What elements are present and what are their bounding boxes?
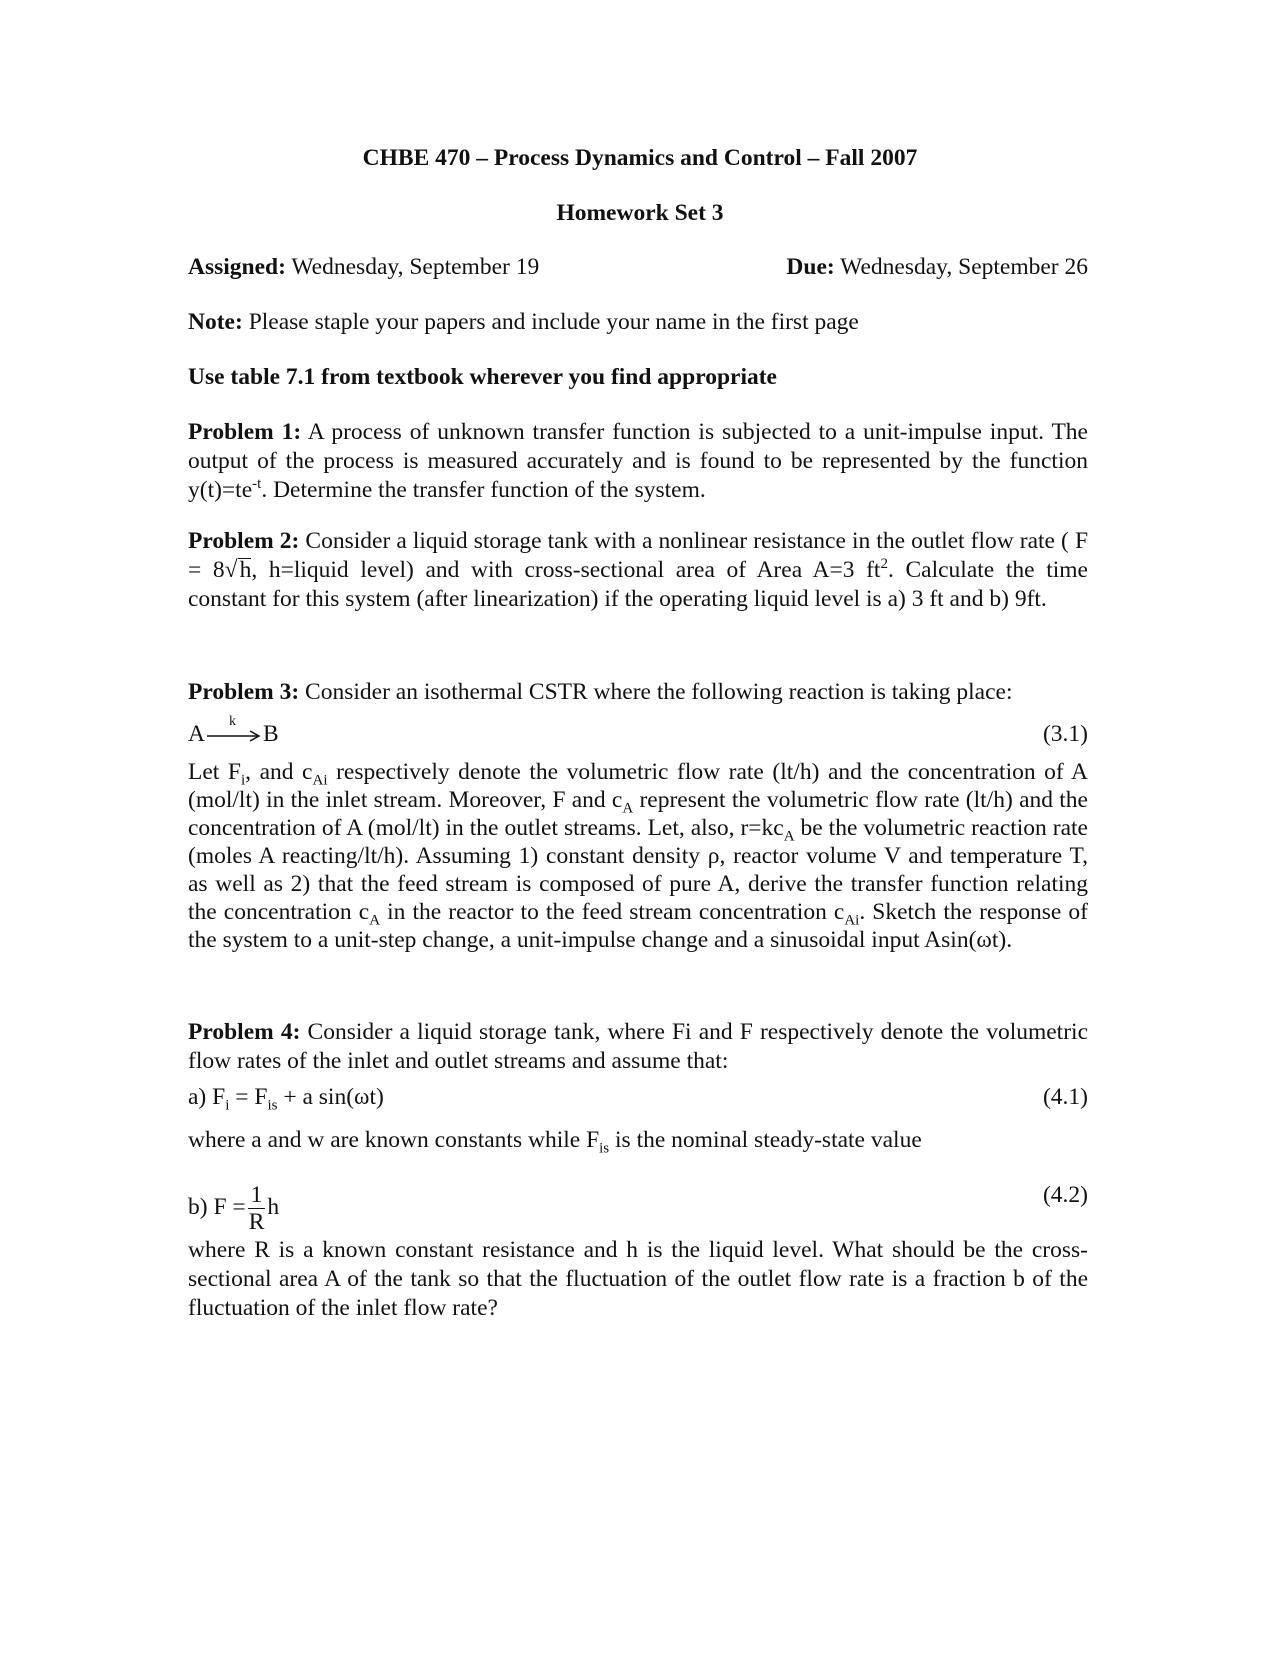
course-title: CHBE 470 – Process Dynamics and Control – Fall 2007: [362, 145, 918, 171]
note-line: Note: Please staple your papers and include your name in the first page: [188, 309, 859, 335]
problem-4-label: Problem 4:: [188, 1019, 301, 1045]
instruction-line: Use table 7.1 from textbook wherever you find appropriate: [188, 364, 777, 390]
equation-4-2: [188, 1166, 1088, 1235]
flow-formula: F = 8√h: [188, 528, 1089, 583]
problem-2: Problem 2: Consider a liquid storage tank with a nonlinear resistance in the outlet flow rate ( F = 8√h, h=liquid level) and with cross-sectional area of Area A=3 $ft^2$. Calculate the time constant for this system (after linearization) if the operating liquid level is a) 3 ft and b) 9ft.: [188, 528, 1089, 612]
problem-2-label: Problem 2:: [188, 528, 300, 554]
equation-number-4-1: (4.1): [1042, 1084, 1088, 1110]
problem-4-closing: where R is a known constant resistance and h is the liquid level. What should be the cross-sectional area A of the tank so that the fluctuation of the outlet flow rate is a fraction b of the fluctuation of the inlet flow rate?: [188, 1237, 1088, 1321]
equation-4-2-formula: b) F = $\frac{1}{R}$ h: [188, 1182, 280, 1235]
reaction-arrow-icon: k: [205, 726, 263, 746]
problem-3-intro: Problem 3: Consider an isothermal CSTR where the following reaction is taking place:: [188, 679, 1013, 705]
problem-3-label: Problem 3:: [188, 679, 300, 705]
equation-4-1: a) $F_i = F_{is} + a$ sin(ωt) (4.1): [188, 1084, 1088, 1114]
fraction-1-over-r: $\frac{1}{R}$: [248, 1182, 265, 1235]
problem-3-body: Let $F_i$, and $c_{Ai}$ respectively denote the volumetric flow rate (lt/h) and the concentration of A (mol/lt) in the inlet stream. Moreover, F and $c_A$ represent the volumetric flow rate (lt/h) and the concentration of A (mol/lt) in the outlet streams. Let, also, $r=kc_A$ be the volumetric reaction rate (moles A reacting/lt/h). Assuming 1) constant density ρ, reactor volume V and temperature T, as well as 2) that the feed stream is composed of pure A, derive the transfer function relating the concentration $c_A$ in the reactor to the feed stream concentration $c_{Ai}$. Sketch the response of the system to a unit-step change, a unit-impulse change and a sinusoidal input Asin(ωt).: [188, 759, 1088, 953]
reaction-equation: A k B (3.1): [188, 713, 1088, 747]
dates-row: [188, 254, 1088, 281]
due-date: Due: Wednesday, September 26: [786, 254, 1088, 280]
problem-1: Problem 1: A process of unknown transfer function is subjected to a unit-impulse input. The output of the process is measured accurately and is found to be represented by the function $y(t)=te^{-t}$. Determine the transfer function of the system.: [188, 419, 1088, 503]
problem-1-label: Problem 1:: [188, 419, 302, 445]
homework-set-title: Homework Set 3: [556, 200, 724, 226]
equation-number-4-2: (4.2): [1042, 1182, 1088, 1208]
problem-4-intro: Problem 4: Consider a liquid storage tank, where Fi and F respectively denote the volumetric flow rates of the inlet and outlet streams and assume that:: [188, 1019, 1088, 1074]
equation-number-3-1: (3.1): [1042, 721, 1088, 747]
where-line-1: where a and w are known constants while $F_{is}$ is the nominal steady-state value: [188, 1127, 922, 1157]
assigned-date: Assigned: Wednesday, September 19: [188, 254, 540, 280]
